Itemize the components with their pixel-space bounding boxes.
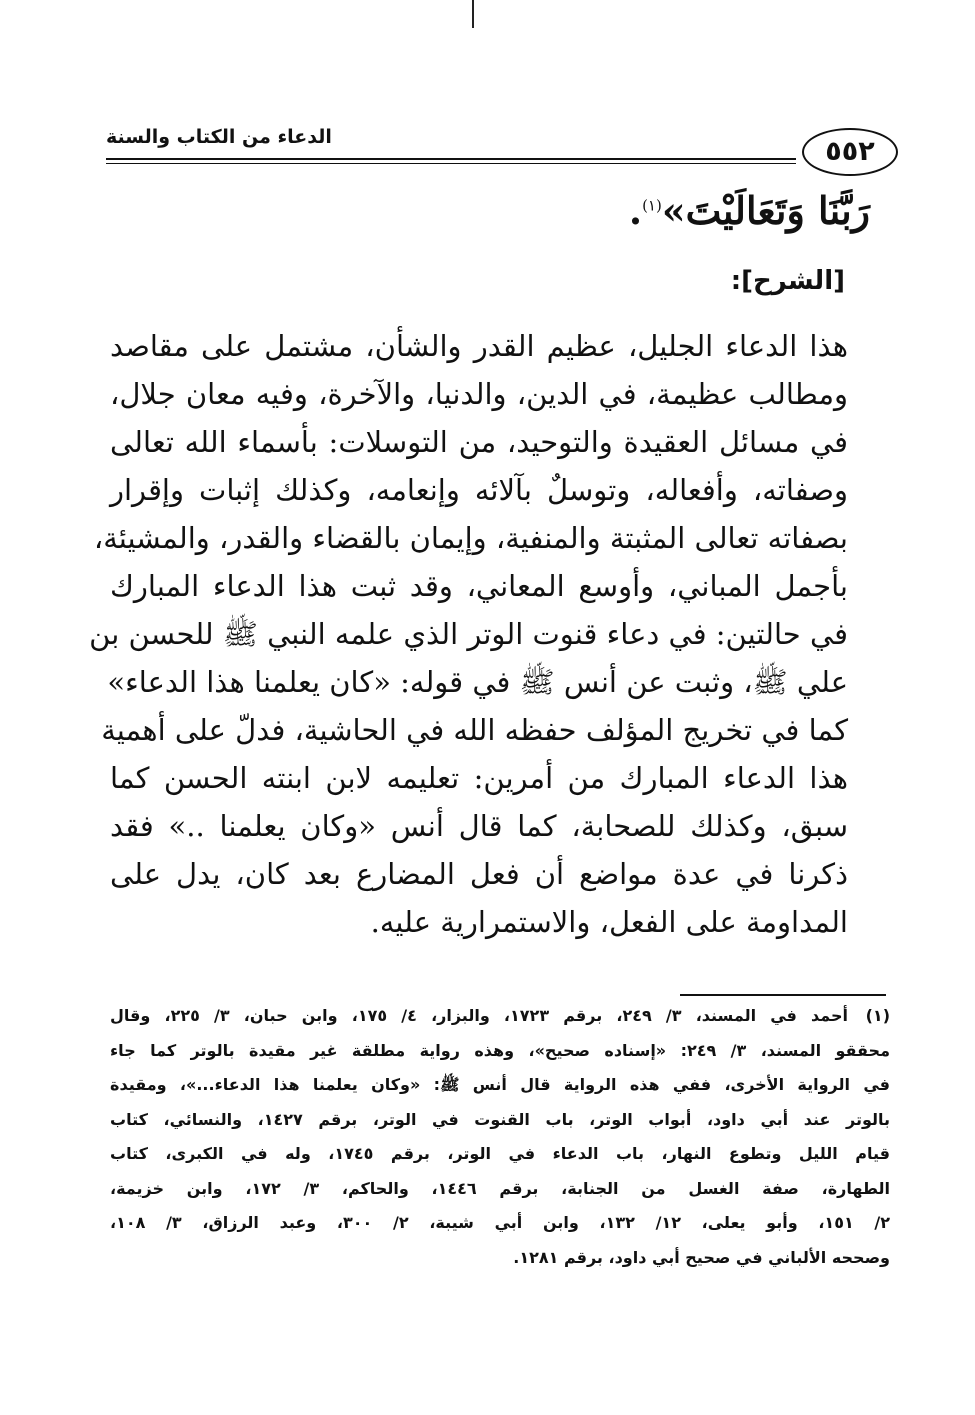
body-line: هذا الدعاء المبارك من أمرين: تعليمه لابن ابنته الحسن كما (110, 761, 848, 795)
section-heading: [الشرح]: (730, 266, 845, 296)
body-line: المداومة على الفعل، والاستمرارية عليه. (370, 905, 848, 939)
body-line: ومطالب عظيمة، في الدين، والدنيا، والآخرة، وفيه معان جلال، (110, 377, 848, 411)
body-line: علي ﷺ، وثبت عن أنس ﷺ في قوله: «كان يعلمنا هذا الدعاء» (107, 665, 848, 699)
body-line: كما في تخريج المؤلف حفظه الله في الحاشية، فدلّ على أهمية (101, 713, 848, 747)
footnote-line: وصححه الألباني في صحيح أبي داود، برقم ١٢٨١. (513, 1247, 890, 1267)
footnote-line: قيام الليل وتطوع النهار، باب الدعاء في الوتر، برقم ١٧٤٥، وله في الكبرى، كتاب (110, 1144, 891, 1163)
header-title: الدعاء من الكتاب والسنة (106, 126, 332, 148)
body-line: في مسائل العقيدة والتوحيد، من التوسلات: بأسماء الله تعالى (110, 425, 848, 459)
body-line: في حالتين: في دعاء قنوت الوتر الذي علمه النبي ﷺ للحسن بن (89, 617, 848, 651)
footnote-line: الطهارة، صفة الغسل من الجنابة، برقم ١٤٤٦، والحاكم، ٣/ ١٧٢، وابن خزيمة، (110, 1178, 890, 1198)
footnote-block (110, 999, 890, 1275)
body-line: هذا الدعاء الجليل، عظيم القدر والشأن، مشتمل على مقاصد (110, 329, 848, 363)
footnote-line: ٢/ ١٥١، وأبو يعلى، ١٢/ ١٣٢، وابن أبي شيبة، ٢/ ٣٠٠، وعبد الرزاق، ٣/ ١٠٨، (110, 1213, 891, 1232)
verse-line (629, 188, 870, 233)
footnote-line: محققو المسند، ٣/ ٢٤٩: «إسناده صحيح»، وهذه رواية مطلقة غير مقيدة بالوتر كما جاء (110, 1040, 890, 1060)
verse-end: . (628, 188, 643, 233)
footnote-line: في الرواية الأخرى، ففي هذه الرواية قال أنس ﷺ: «وكان يعلمنا هذا الدعاء...»، ومقيدة (110, 1075, 890, 1094)
footnote-reference: (١) (642, 196, 662, 215)
page-number: ٥٥٢ (802, 128, 898, 176)
body-line: بأجمل المباني، وأوسع المعاني، وقد ثبت هذا الدعاء المبارك (110, 569, 848, 603)
commentary-body (89, 322, 848, 946)
body-line: بصفاته تعالى المثبتة والمنفية، وإيمان بالقضاء والقدر، والمشيئة، (93, 521, 848, 555)
body-line: سبق، وكذلك للصحابة، كما قال أنس «وكان يعلمنا ..» فقد (110, 809, 848, 843)
running-header (106, 118, 898, 178)
header-rule (106, 158, 796, 160)
footnote-marker: (١) (865, 1006, 890, 1025)
body-line: وصفاته، وأفعاله، وتوسلٌ بآلائه وإنعامه، وكذلك إثبات وإقرار (110, 473, 848, 507)
scan-tick-mark (472, 0, 474, 28)
body-line: ذكرنا في عدة مواضع أن فعل المضارع بعد كان، يدل على (110, 857, 848, 891)
footnote-line: أحمد في المسند، ٣/ ٢٤٩، برقم ١٧٢٣، والبزار، ٤/ ١٧٥، وابن حبان، ٣/ ٢٢٥، وقال (110, 1006, 849, 1025)
footnote-separator (680, 994, 886, 996)
header-rule-thin (106, 163, 796, 164)
verse-text: رَبَّنَا وَتَعَالَيْتَ» (661, 188, 870, 233)
footnote-line: بالوتر عند أبي داود، أبواب الوتر، باب القنوت في الوتر، برقم ١٤٢٧، والنسائي، كتاب (110, 1109, 891, 1129)
